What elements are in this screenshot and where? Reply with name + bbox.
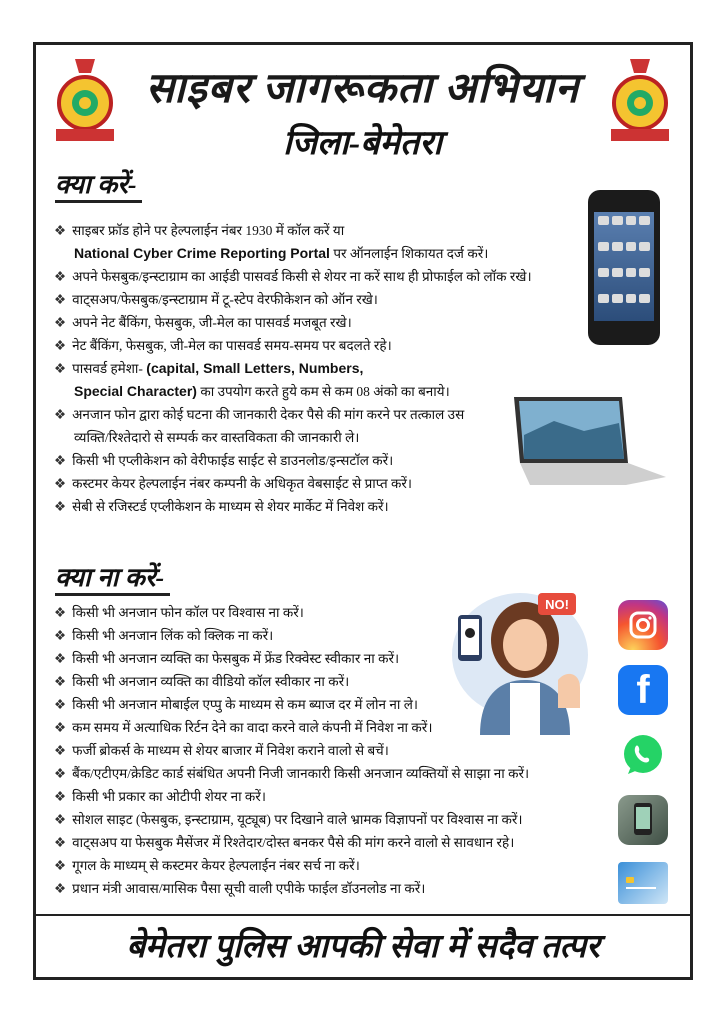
bullet-icon: ❖ bbox=[54, 407, 67, 422]
list-item: व्यक्ति/रिश्तेदारो से सम्पर्क कर वास्तविकता की जानकारी ले। bbox=[74, 430, 360, 445]
girl-refusing-illustration bbox=[440, 585, 590, 735]
list-item: ❖ वाट्सअप/फेसबुक/इन्स्टाग्राम में टू-स्टेप वेरफीकेशन को ऑन रखे। bbox=[54, 292, 378, 307]
list-item: ❖ अपने नेट बैंकिंग, फेसबुक, जी-मेल का पासवर्ड मजबूत रखे। bbox=[54, 315, 352, 330]
list-item: ❖ साइबर फ्रॉड होने पर हेल्पलाईन नंबर 1930 में कॉल करें या bbox=[54, 223, 345, 238]
list-item: Special Character) का उपयोग करते हुये कम से कम 08 अंको का बनाये। bbox=[74, 383, 450, 399]
bullet-icon: ❖ bbox=[54, 697, 67, 712]
dos-heading: क्या करें- bbox=[55, 170, 142, 203]
police-emblem-right bbox=[605, 55, 675, 147]
laptop-image bbox=[510, 395, 668, 487]
list-item: ❖ किसी भी अनजान मोबाईल एप्पु के माध्यम से कम ब्याज दर में लोन ना ले। bbox=[54, 697, 419, 712]
bullet-icon: ❖ bbox=[54, 453, 67, 468]
bullet-icon: ❖ bbox=[54, 835, 67, 850]
bullet-icon: ❖ bbox=[54, 269, 67, 284]
bullet-icon: ❖ bbox=[54, 881, 67, 896]
list-item: ❖ किसी भी एप्लीकेशन को वेरीफाईड साईट से डाउनलोड/इन्सटॉल करें। bbox=[54, 453, 394, 468]
list-item: ❖ किसी भी अनजान व्यक्ति का वीडियो कॉल स्वीकार ना करें। bbox=[54, 674, 350, 689]
bullet-icon: ❖ bbox=[54, 789, 67, 804]
list-item: ❖ नेट बैंकिंग, फेसबुक, जी-मेल का पासवर्ड समय-समय पर बदलते रहे। bbox=[54, 338, 392, 353]
no-badge: NO! bbox=[545, 597, 569, 612]
instagram-icon bbox=[618, 600, 668, 650]
page-title: साइबर जागरूकता अभियान bbox=[145, 66, 580, 112]
bullet-icon: ❖ bbox=[54, 766, 67, 781]
list-item: ❖ किसी भी अनजान लिंक को क्लिक ना करें। bbox=[54, 628, 274, 643]
donts-heading: क्या ना करें- bbox=[55, 563, 170, 596]
bullet-icon: ❖ bbox=[54, 499, 67, 514]
bullet-icon: ❖ bbox=[54, 812, 67, 827]
list-item: ❖ अपने फेसबुक/इन्स्टाग्राम का आईडी पासवर्ड किसी से शेयर ना करें साथ ही प्रोफाईल को लॉक रखे। bbox=[54, 269, 532, 284]
footer-divider bbox=[36, 914, 690, 916]
bullet-icon: ❖ bbox=[54, 858, 67, 873]
bullet-icon: ❖ bbox=[54, 476, 67, 491]
facebook-icon: f bbox=[618, 665, 668, 715]
list-item: National Cyber Crime Reporting Portal पर ऑनलाईन शिकायत दर्ज करें। bbox=[74, 245, 489, 261]
list-item: ❖ किसी भी अनजान व्यक्ति का फेसबुक में फ्रेंड रिक्वेस्ट स्वीकार ना करें। bbox=[54, 651, 400, 666]
list-item: ❖ अनजान फोन द्वारा कोई घटना की जानकारी देकर पैसे की मांग करने पर तत्काल उस bbox=[54, 407, 465, 422]
list-item: ❖ सोशल साइट (फेसबुक, इन्स्टाग्राम, यूट्यूब) पर दिखाने वाले भ्रामक विज्ञापनों पर विश्वास ना करें। bbox=[54, 812, 523, 827]
smartphone-image bbox=[588, 190, 660, 345]
whatsapp-icon bbox=[618, 730, 668, 780]
district-subtitle: जिला-बेमेतरा bbox=[282, 125, 443, 162]
list-item: ❖ कम समय में अत्याधिक रिर्टन देने का वादा करने वाले कंपनी में निवेश ना करें। bbox=[54, 720, 433, 735]
bullet-icon: ❖ bbox=[54, 674, 67, 689]
list-item: ❖ कस्टमर केयर हेल्पलाईन नंबर कम्पनी के अधिकृत वेबसाईट से प्राप्त करें। bbox=[54, 476, 413, 491]
bullet-icon: ❖ bbox=[54, 315, 67, 330]
bullet-icon: ❖ bbox=[54, 338, 67, 353]
police-emblem-left bbox=[50, 55, 120, 147]
list-item: ❖ बैंक/एटीएम/क्रेडिट कार्ड संबंधित अपनी निजी जानकारी किसी अनजान व्यक्तियों से साझा ना करें। bbox=[54, 766, 530, 781]
bullet-icon: ❖ bbox=[54, 720, 67, 735]
list-item: ❖ फर्जी ब्रोकर्स के माध्यम से शेयर बाजार में निवेश कराने वालो से बचें। bbox=[54, 743, 389, 758]
list-item: ❖ गूगल के माध्यम् से कस्टमर केयर हेल्पलाईन नंबर सर्च ना करें। bbox=[54, 858, 360, 873]
bullet-icon: ❖ bbox=[54, 223, 67, 238]
list-item: ❖ सेबी से रजिस्टर्ड एप्लीकेशन के माध्यम से शेयर मार्केट में निवेश करें। bbox=[54, 499, 389, 514]
dos-list bbox=[54, 219, 532, 518]
mobile-banking-photo bbox=[618, 795, 668, 845]
bullet-icon: ❖ bbox=[54, 605, 67, 620]
list-item: ❖ पासवर्ड हमेशा- (capital, Small Letters, Numbers, bbox=[54, 360, 364, 376]
credit-card-image bbox=[618, 862, 668, 904]
list-item: ❖ किसी भी प्रकार का ओटीपी शेयर ना करें। bbox=[54, 789, 266, 804]
list-item: ❖ किसी भी अनजान फोन कॉल पर विश्वास ना करें। bbox=[54, 605, 304, 620]
bullet-icon: ❖ bbox=[54, 361, 67, 376]
bullet-icon: ❖ bbox=[54, 651, 67, 666]
bullet-icon: ❖ bbox=[54, 628, 67, 643]
bullet-icon: ❖ bbox=[54, 743, 67, 758]
list-item: ❖ वाट्सअप या फेसबुक मैसेंजर में रिश्तेदार/दोस्त बनकर पैसे की मांग करने वालो से सावधान रहे। bbox=[54, 835, 515, 850]
footer-slogan: बेमेतरा पुलिस आपकी सेवा में सदैव तत्पर bbox=[126, 929, 600, 965]
bullet-icon: ❖ bbox=[54, 292, 67, 307]
list-item: ❖ प्रधान मंत्री आवास/मासिक पैसा सूची वाली एपीके फाईल डॉउनलोड ना करें। bbox=[54, 881, 426, 896]
